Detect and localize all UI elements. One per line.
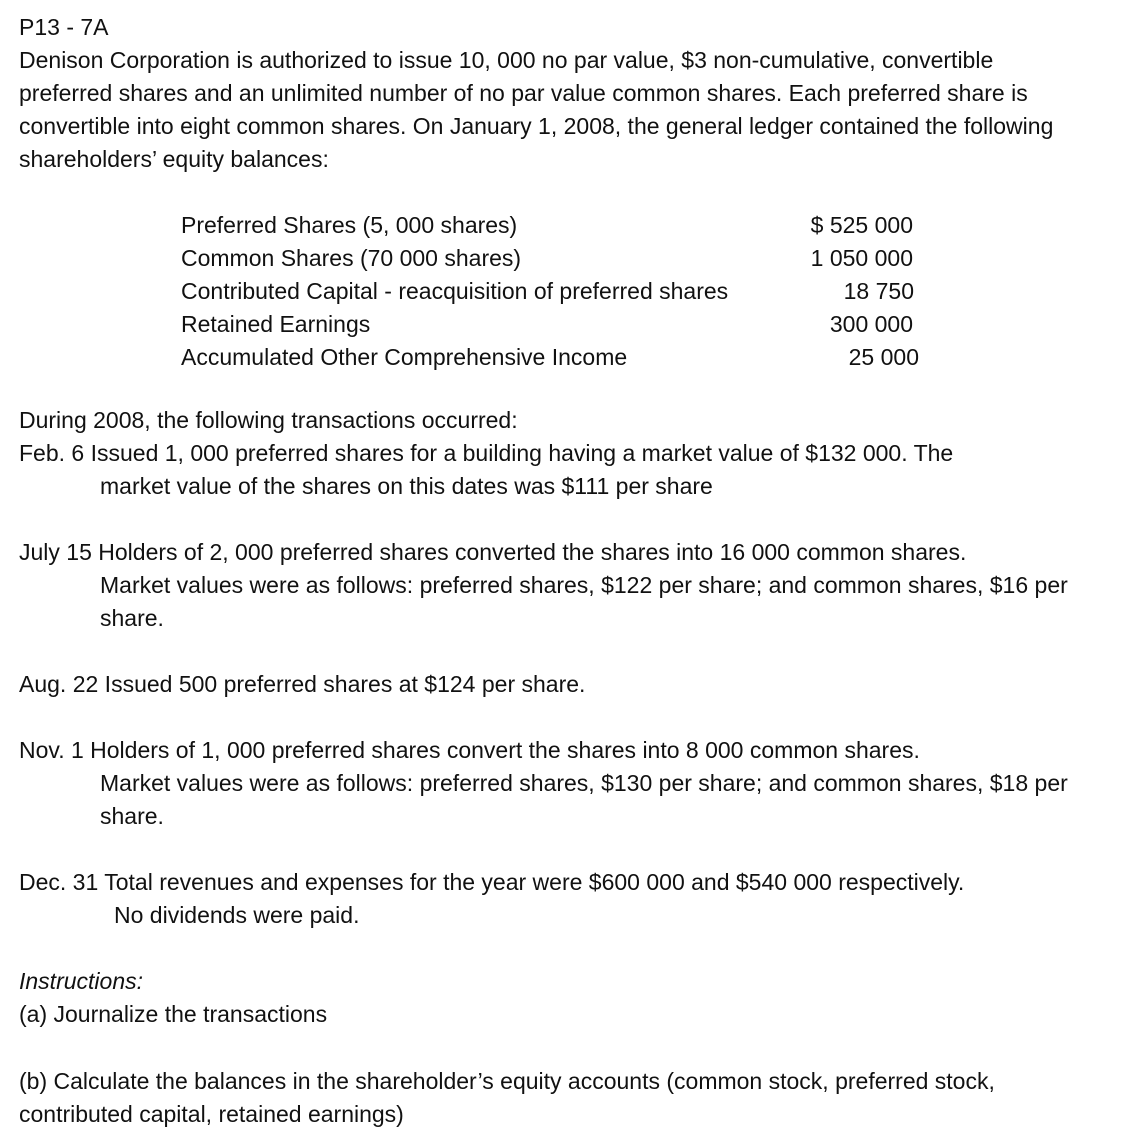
balance-row: [19, 209, 919, 242]
instruction-part-a: (a) Journalize the transactions: [19, 1001, 328, 1027]
transaction-detail: Market values were as follows: preferred shares, $122 per share; and common shares, $16 per share.: [100, 572, 1068, 631]
problem-id: P13 - 7A: [19, 14, 109, 40]
transaction-dec-31: [19, 866, 1089, 932]
transaction-line: Nov. 1 Holders of 1, 000 preferred shares convert the shares into 8 000 common shares.: [19, 737, 920, 763]
transaction-detail: No dividends were paid.: [114, 902, 360, 928]
balance-label: Accumulated Other Comprehensive Income: [181, 344, 628, 370]
balance-row: [19, 341, 919, 374]
transaction-detail: market value of the shares on this dates was $111 per share: [100, 473, 713, 499]
balance-label: Common Shares (70 000 shares): [181, 245, 522, 271]
balance-amount: 1 050 000: [810, 245, 913, 271]
balance-row: [19, 275, 919, 308]
transaction-feb-6: [19, 437, 1089, 503]
transaction-detail: Market values were as follows: preferred shares, $130 per share; and common shares, $18 per share.: [100, 770, 1068, 829]
transaction-line: Aug. 22 Issued 500 preferred shares at $124 per share.: [19, 671, 586, 697]
balance-row: [19, 308, 919, 341]
transactions-intro: During 2008, the following transactions occurred:: [19, 407, 518, 433]
balance-label: Retained Earnings: [181, 311, 371, 337]
balance-row: [19, 242, 919, 275]
balance-amount: 18 750: [843, 278, 914, 304]
balance-label: Contributed Capital - reacquisition of preferred shares: [181, 278, 729, 304]
instruction-part-b: (b) Calculate the balances in the shareholder’s equity accounts (common stock, preferred stock, contributed capital, retained earnings): [19, 1068, 995, 1127]
equity-balances-table: [19, 209, 1109, 377]
transaction-jul-15: [19, 536, 1089, 635]
transaction-line: July 15 Holders of 2, 000 preferred shares converted the shares into 16 000 common shares.: [19, 539, 967, 565]
balance-label: Preferred Shares (5, 000 shares): [181, 212, 518, 238]
problem-page: [19, 11, 1109, 377]
transaction-line: Dec. 31 Total revenues and expenses for the year were $600 000 and $540 000 respectively.: [19, 869, 965, 895]
balance-amount: $ 525 000: [810, 212, 913, 238]
problem-intro: Denison Corporation is authorized to issue 10, 000 no par value, $3 non-cumulative, convertible preferred shares and an unlimited number of no par value common shares. Each preferred share is convertible into eight common shares. On January 1, 2008, the general ledger contained the following shareholders’ equity balances:: [19, 47, 1054, 172]
balance-amount: 25 000: [848, 344, 919, 370]
instructions-heading: Instructions:: [19, 968, 143, 994]
transaction-line: Feb. 6 Issued 1, 000 preferred shares for a building having a market value of $132 000. The: [19, 440, 954, 466]
transaction-nov-1: [19, 734, 1089, 833]
transaction-aug-22: [19, 668, 1089, 701]
balance-amount: 300 000: [829, 311, 913, 337]
